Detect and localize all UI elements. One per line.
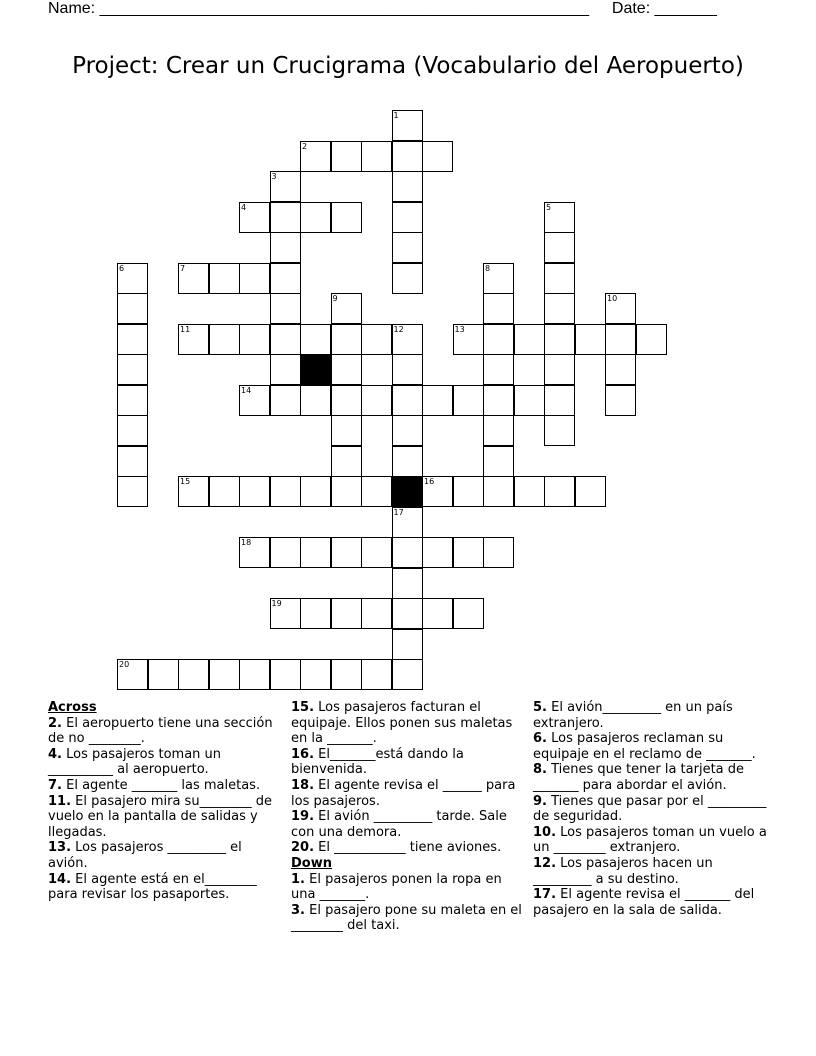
clue-text: Los pasajeros _________ el avión.	[48, 840, 242, 871]
clue-text: El agente _______ las maletas.	[61, 777, 261, 793]
clue-number: 19.	[291, 809, 315, 825]
clue-number: 20.	[291, 840, 315, 856]
grid-cell[interactable]	[483, 324, 514, 355]
grid-cell[interactable]	[331, 446, 362, 477]
date-blank[interactable]: _______	[654, 0, 717, 17]
grid-cell[interactable]	[605, 293, 636, 324]
grid-cell[interactable]	[422, 385, 453, 416]
grid-cell[interactable]	[605, 354, 636, 385]
grid-cell[interactable]	[453, 598, 484, 629]
clue-item	[291, 778, 523, 809]
clue-text: Los pasajeros toman un __________ al aeropuerto.	[48, 746, 222, 778]
clue-text: Los pasajeros toman un vuelo a un ________ extranjero.	[533, 824, 767, 856]
cell-number: 1	[393, 111, 399, 120]
clue-text: El pasajero pone su maleta en el ________ del taxi.	[291, 902, 522, 934]
clue-number: 7.	[48, 777, 62, 793]
clue-text: El avión_________ en un país extranjero.	[533, 700, 733, 731]
grid-cell[interactable]	[514, 385, 545, 416]
grid-cell[interactable]	[392, 568, 423, 599]
grid-cell[interactable]	[331, 293, 362, 324]
clue-text: Los pasajeros facturan el equipaje. Ellos ponen sus maletas en la _______.	[291, 700, 513, 747]
grid-cell[interactable]	[117, 293, 148, 324]
grid-cell[interactable]	[392, 659, 423, 690]
grid-cell[interactable]	[392, 598, 423, 629]
grid-cell[interactable]	[117, 415, 148, 446]
clue-text: Los pasajeros reclaman su equipaje en el reclamo de _______.	[533, 731, 756, 762]
grid-cell[interactable]	[514, 324, 545, 355]
cell-number: 11	[180, 324, 191, 334]
grid-cell[interactable]	[575, 324, 606, 355]
grid-cell[interactable]	[331, 385, 362, 416]
grid-cell[interactable]	[209, 659, 240, 690]
grid-cell[interactable]	[392, 110, 423, 141]
clue-item	[533, 825, 773, 856]
clue-text: El pasajero mira su________ de vuelo en la pantalla de salidas y llegadas.	[48, 793, 272, 840]
clue-text: Tienes que pasar por el _________ de seguridad.	[533, 793, 767, 825]
clue-item	[48, 872, 278, 903]
grid-cell[interactable]	[300, 141, 331, 172]
grid-cell[interactable]	[239, 324, 270, 355]
grid-cell[interactable]	[544, 476, 575, 507]
grid-cell[interactable]	[270, 232, 301, 263]
cell-number: 12	[393, 324, 404, 334]
grid-cell[interactable]	[178, 324, 209, 355]
grid-cell[interactable]	[483, 263, 514, 294]
clue-number: 15.	[291, 700, 315, 715]
grid-cell[interactable]	[300, 324, 331, 355]
grid-cell[interactable]	[605, 324, 636, 355]
grid-cell[interactable]	[483, 446, 514, 477]
name-blank[interactable]: _______________________________________________________	[99, 0, 589, 17]
cell-number: 13	[454, 324, 465, 334]
grid-cell[interactable]	[331, 324, 362, 355]
grid-cell[interactable]	[361, 598, 392, 629]
grid-cell[interactable]	[117, 659, 148, 690]
clue-item	[48, 794, 278, 841]
cell-number: 6	[119, 263, 125, 273]
clues-column-1	[48, 700, 278, 903]
clue-text: El agente revisa el ______ para los pasajeros.	[291, 777, 516, 809]
clue-item	[533, 762, 773, 793]
grid-cell[interactable]	[453, 385, 484, 416]
cell-number: 14	[241, 385, 252, 395]
clue-item	[48, 747, 278, 778]
grid-cell[interactable]	[178, 263, 209, 294]
clue-number: 11.	[48, 793, 72, 809]
clue-number: 3.	[291, 902, 305, 918]
clue-item	[291, 700, 523, 747]
grid-cell[interactable]	[117, 385, 148, 416]
grid-cell[interactable]	[392, 141, 423, 172]
clue-number: 6.	[533, 731, 547, 747]
clue-item	[48, 716, 278, 747]
grid-cell[interactable]	[361, 476, 392, 507]
grid-cell[interactable]	[270, 202, 301, 233]
grid-cell[interactable]	[270, 324, 301, 355]
grid-cell[interactable]	[117, 263, 148, 294]
grid-cell[interactable]	[209, 324, 240, 355]
grid-cell[interactable]	[544, 415, 575, 446]
grid-cell[interactable]	[239, 659, 270, 690]
clue-text: El avión _________ tarde. Sale con una demora.	[291, 809, 507, 840]
grid-cell[interactable]	[117, 354, 148, 385]
grid-cell[interactable]	[422, 598, 453, 629]
cell-number: 5	[546, 202, 552, 212]
cell-number: 19	[271, 599, 282, 608]
clue-number: 12.	[533, 855, 557, 871]
grid-cell[interactable]	[270, 659, 301, 690]
grid-cell[interactable]	[300, 202, 331, 233]
grid-cell[interactable]	[483, 354, 514, 385]
grid-cell[interactable]	[117, 476, 148, 507]
clue-text: El agente revisa el _______ del pasajero en la sala de salida.	[533, 887, 755, 918]
grid-cell[interactable]	[117, 324, 148, 355]
grid-cell[interactable]	[361, 385, 392, 416]
grid-cell[interactable]	[392, 385, 423, 416]
grid-cell[interactable]	[392, 537, 423, 568]
grid-cell[interactable]	[392, 232, 423, 263]
grid-cell[interactable]	[605, 385, 636, 416]
grid-cell[interactable]	[239, 385, 270, 416]
name-date-line	[48, 0, 768, 20]
grid-cell[interactable]	[483, 415, 514, 446]
cell-number: 3	[271, 172, 277, 181]
grid-cell[interactable]	[544, 232, 575, 263]
grid-cell[interactable]	[300, 537, 331, 568]
clue-text: El agente está en el________ para revisar los pasaportes.	[48, 871, 257, 903]
clue-number: 2.	[48, 715, 62, 731]
cell-number: 8	[485, 263, 491, 273]
clues-column-2	[291, 700, 523, 934]
grid-cell[interactable]	[392, 354, 423, 385]
clue-number: 1.	[291, 871, 305, 887]
grid-cell[interactable]	[270, 293, 301, 324]
grid-cell[interactable]	[331, 598, 362, 629]
grid-cell[interactable]	[392, 202, 423, 233]
grid-cell[interactable]	[178, 659, 209, 690]
grid-cell[interactable]	[239, 537, 270, 568]
clue-item	[533, 731, 773, 762]
clue-item	[533, 700, 773, 731]
grid-cell[interactable]	[361, 537, 392, 568]
grid-cell[interactable]	[148, 659, 179, 690]
cell-number: 7	[180, 263, 186, 273]
black-cell	[300, 354, 331, 385]
grid-cell[interactable]	[636, 324, 667, 355]
grid-cell[interactable]	[453, 324, 484, 355]
grid-cell[interactable]	[483, 537, 514, 568]
clue-text: El pasajeros ponen la ropa en una _______.	[291, 871, 502, 903]
clue-number: 9.	[533, 793, 547, 809]
clue-number: 18.	[291, 777, 315, 793]
clue-text: El_______está dando la bienvenida.	[291, 746, 464, 778]
grid-cell[interactable]	[270, 537, 301, 568]
cell-number: 18	[241, 538, 252, 547]
grid-cell[interactable]	[544, 354, 575, 385]
clue-number: 13.	[48, 840, 72, 856]
grid-cell[interactable]	[392, 446, 423, 477]
grid-cell[interactable]	[300, 598, 331, 629]
grid-cell[interactable]	[331, 537, 362, 568]
clue-number: 5.	[533, 700, 547, 715]
grid-cell[interactable]	[300, 385, 331, 416]
grid-cell[interactable]	[514, 476, 545, 507]
grid-cell[interactable]	[575, 476, 606, 507]
grid-cell[interactable]	[270, 354, 301, 385]
clue-number: 10.	[533, 824, 557, 840]
cell-number: 15	[180, 477, 191, 486]
grid-cell[interactable]	[453, 537, 484, 568]
cell-number: 17	[393, 507, 404, 517]
grid-cell[interactable]	[544, 385, 575, 416]
grid-cell[interactable]	[270, 385, 301, 416]
grid-cell[interactable]	[331, 354, 362, 385]
clue-item	[291, 903, 523, 934]
grid-cell[interactable]	[483, 293, 514, 324]
grid-cell[interactable]	[392, 171, 423, 202]
cell-number: 10	[607, 294, 618, 303]
grid-cell[interactable]	[270, 171, 301, 202]
cell-number: 4	[241, 202, 247, 212]
grid-cell[interactable]	[331, 202, 362, 233]
clue-item	[291, 872, 523, 903]
clue-item	[291, 747, 523, 778]
name-label: Name:	[48, 0, 96, 17]
grid-cell[interactable]	[331, 141, 362, 172]
clue-item	[48, 778, 278, 794]
grid-cell[interactable]	[544, 324, 575, 355]
grid-cell[interactable]	[422, 141, 453, 172]
clue-number: 16.	[291, 746, 315, 762]
clue-number: 17.	[533, 887, 557, 903]
grid-cell[interactable]	[239, 263, 270, 294]
clue-text: El ___________ tiene aviones.	[314, 840, 502, 856]
cell-number: 2	[302, 141, 308, 151]
grid-cell[interactable]	[392, 263, 423, 294]
grid-cell[interactable]	[422, 537, 453, 568]
grid-cell[interactable]	[544, 202, 575, 233]
clue-number: 14.	[48, 871, 72, 887]
grid-cell[interactable]	[239, 202, 270, 233]
grid-cell[interactable]	[331, 476, 362, 507]
clue-item	[533, 794, 773, 825]
clue-item	[533, 887, 773, 918]
clues-column-3	[533, 700, 773, 918]
grid-cell[interactable]	[392, 415, 423, 446]
grid-cell[interactable]	[361, 141, 392, 172]
grid-cell[interactable]	[392, 507, 423, 538]
grid-cell[interactable]	[483, 385, 514, 416]
grid-cell[interactable]	[270, 598, 301, 629]
clue-number: 8.	[533, 762, 547, 778]
grid-cell[interactable]	[209, 476, 240, 507]
grid-cell[interactable]	[544, 263, 575, 294]
grid-cell[interactable]	[331, 659, 362, 690]
clue-item	[533, 856, 773, 887]
grid-cell[interactable]	[239, 476, 270, 507]
clue-item	[48, 840, 278, 871]
grid-cell[interactable]	[392, 324, 423, 355]
grid-cell[interactable]	[544, 293, 575, 324]
grid-cell[interactable]	[361, 324, 392, 355]
cell-number: 16	[424, 477, 435, 486]
clue-item	[291, 840, 523, 856]
grid-cell[interactable]	[300, 659, 331, 690]
across-heading: Across	[48, 700, 97, 715]
clue-number: 4.	[48, 746, 62, 762]
grid-cell[interactable]	[453, 476, 484, 507]
cell-number: 9	[332, 294, 338, 303]
grid-cell[interactable]	[209, 263, 240, 294]
grid-cell[interactable]	[270, 263, 301, 294]
clue-item	[291, 809, 523, 840]
date-label: Date:	[611, 0, 651, 17]
grid-cell[interactable]	[178, 476, 209, 507]
black-cell	[392, 476, 423, 507]
clue-text: Los pasajeros hacen un _________ a su destino.	[533, 855, 713, 887]
cell-number: 20	[119, 660, 130, 669]
grid-cell[interactable]	[270, 476, 301, 507]
grid-cell[interactable]	[361, 659, 392, 690]
clue-text: El aeropuerto tiene una sección de no ________.	[48, 715, 273, 747]
grid-cell[interactable]	[483, 476, 514, 507]
grid-cell[interactable]	[392, 629, 423, 660]
clue-text: Tienes que tener la tarjeta de _______ para abordar el avión.	[533, 762, 745, 793]
grid-cell[interactable]	[117, 446, 148, 477]
grid-cell[interactable]	[422, 476, 453, 507]
down-heading: Down	[291, 855, 332, 871]
page-title: Project: Crear un Crucigrama (Vocabulario del Aeropuerto)	[72, 53, 744, 79]
grid-cell[interactable]	[300, 476, 331, 507]
grid-cell[interactable]	[331, 415, 362, 446]
